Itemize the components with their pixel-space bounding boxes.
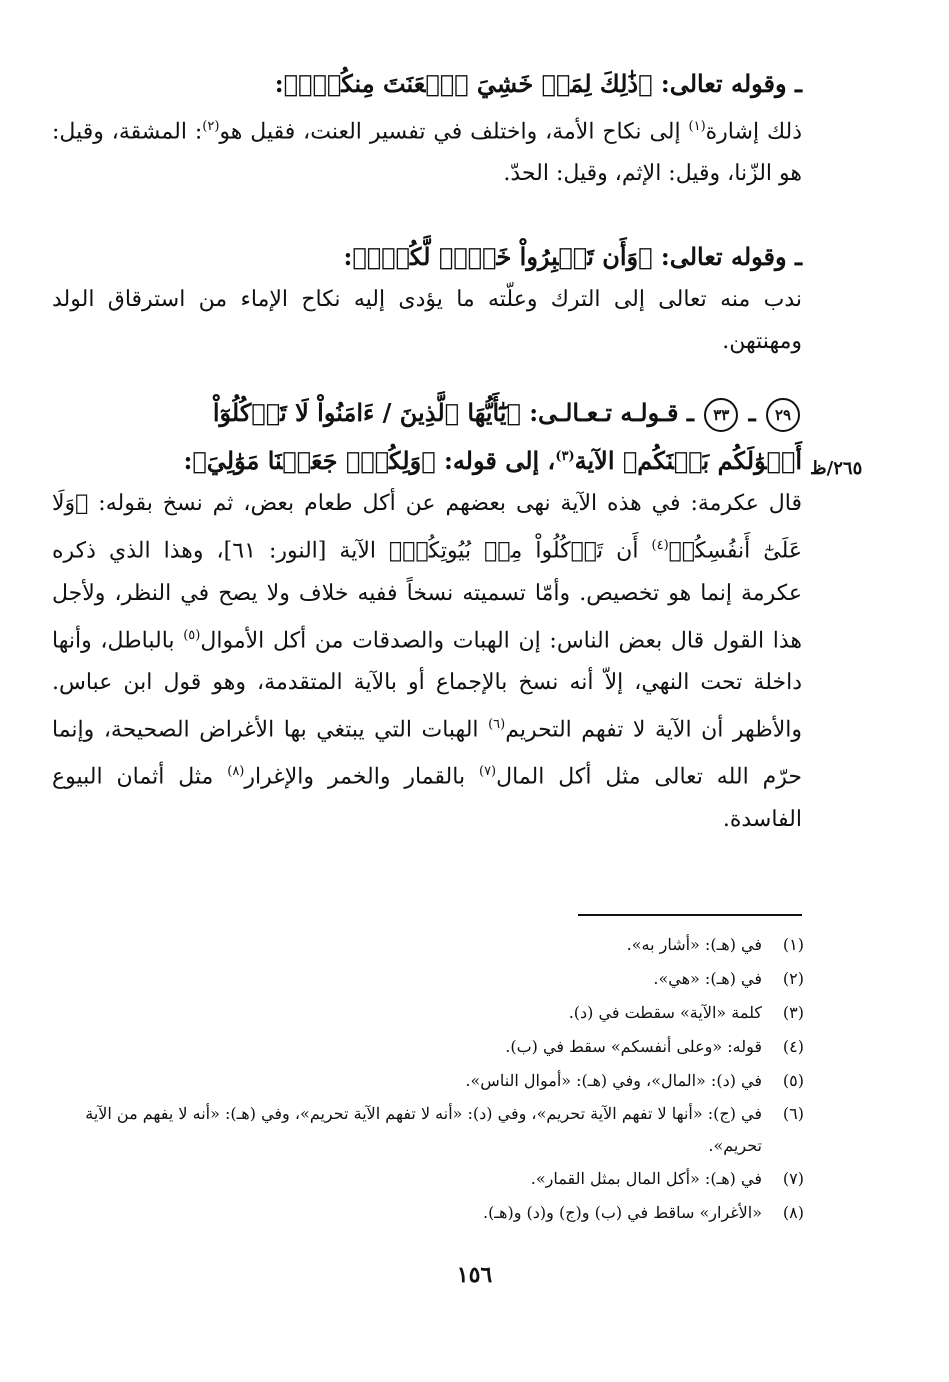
verse-heading-1: ـ وقوله تعالى: ﴿ذَٰلِكَ لِمَنۡ خَشِيَ ٱلۡعَنَتَ مِنكُمۡۚ﴾:	[274, 69, 802, 98]
footnote-text: في (هـ): «أكل المال بمثل القمار».	[530, 1169, 762, 1188]
footnote-ref-2: (٢)	[202, 119, 220, 134]
footnote-text: في (ج): «أنها لا تفهم الآية تحريم»، وفي (د): «أنه لا تفهم الآية تحريم»، وفي (هـ): «أنه لا يفهم من الآية تحريم».	[85, 1104, 762, 1155]
paragraph-3	[52, 483, 802, 840]
footnote-text: في (هـ): «هي».	[653, 969, 762, 988]
paragraph-3-part-f: مثل أثمان البيوع الفاسدة.	[52, 764, 802, 832]
footnote-item	[52, 1196, 804, 1230]
footnote-ref-4: (٤)	[651, 538, 669, 554]
footnote-item	[52, 928, 804, 962]
paragraph-3-part-e: بالقمار والخمر والإغرار	[244, 764, 479, 790]
verse-heading-3-text: ـ قـولـه تـعـالـى: ﴿يَٰٓأَيُّهَا ٱلَّذِينَ / ءَامَنُواْ لَا تَأۡكُلُوٓاْ	[212, 398, 694, 428]
footnote-list	[52, 928, 804, 1230]
footnote-item	[52, 1064, 804, 1098]
verse-heading-3-part-b: ، إلى قوله: ﴿وَلِكُلّٖ جَعَلۡنَا مَوَٰلِيَ﴾:	[183, 446, 556, 476]
footnote-ref-6: (٦)	[488, 716, 506, 732]
footnote-text: «الأغرار» ساقط في (ب) و(ج) و(د) و(هـ).	[483, 1203, 762, 1222]
footnote-number: (٥)	[782, 1071, 804, 1090]
footnote-ref-3: (٣)	[555, 449, 575, 465]
footnote-ref-1: (١)	[688, 119, 706, 134]
footnote-text: في (هـ): «أشار به».	[626, 935, 762, 954]
verse-heading-2: ـ وقوله تعالى: ﴿وَأَن تَصۡبِرُواْ خَيۡرٞ لَّكُمۡۗ﴾:	[343, 242, 802, 272]
paragraph-1	[52, 106, 802, 195]
footnote-number: (٣)	[782, 1003, 804, 1022]
footnote-number: (٢)	[782, 969, 804, 988]
paragraph-3-part-a: قال عكرمة: في هذه الآية نهى بعضهم عن أكل طعام بعض، ثم نسخ بقوله: ﴿وَلَا عَلَىٰٓ أَنفُسِكُمۡ	[52, 491, 802, 564]
paragraph-3-part-c: بالباطل، وأنها داخلة تحت النهي، إلاّ أنه نسخ بالإجماع أو بالآية المتقدمة، وهو قول ابن عباس. والأظهر أن الآية لا تفهم التحريم	[52, 627, 802, 743]
manuscript-folio-ref: ٢٦٥/ظ	[810, 458, 863, 479]
paragraph-1-part-b: إلى نكاح الأمة، واختلف في تفسير العنت، فقيل هو	[219, 119, 689, 145]
paragraph-2: ندب منه تعالى إلى الترك وعلّته ما يؤدى إليه نكاح الإماء من استرقاق الولد ومهنتهن.	[52, 287, 802, 355]
verse-number-badge: ٢٩	[766, 398, 800, 432]
footnote-text: قوله: «وعلى أنفسكم» سقط في (ب).	[505, 1037, 762, 1056]
sura-number-badge: ٣٣	[704, 398, 738, 432]
paragraph-1-part-c: : المشقة، وقيل: هو الزّنا، وقيل: الإثم، وقيل: الحدّ.	[52, 119, 802, 187]
footnote-number: (٨)	[782, 1203, 804, 1222]
footnote-number: (٦)	[782, 1104, 804, 1123]
footnote-item	[52, 1162, 804, 1196]
footnote-ref-7: (٧)	[478, 764, 497, 780]
verse-heading-3-line-1: ٢٩ ـ ٣٣ ـ قـولـه تـعـالـى: ﴿يَٰٓأَيُّهَا ٱلَّذِينَ / ءَامَنُواْ لَا تَأۡكُلُوٓاْ	[52, 391, 802, 435]
footnote-number: (٤)	[782, 1037, 804, 1056]
footnote-item	[52, 962, 804, 996]
paragraph-3-part-b: أَن تَأۡكُلُواْ مِنۢ بُيُوتِكُمۡ﴾ الآية [النور: ٦١]، وهذا الذي ذكره عكرمة إنما هو تخصيص. وأمّا تسميته نسخاً ففيه خلاف ولا يصح في النظر، ولأجل هذا القول قال بعض الناس: إن الهبات والصدقات من أكل الأموال	[52, 538, 802, 653]
verse-heading-3-part-a: أَمۡوَٰلَكُم بَيۡنَكُم﴾ الآية	[574, 446, 802, 476]
footnote-number: (٧)	[782, 1169, 804, 1188]
page-number: ١٥٦	[456, 1262, 493, 1288]
footnote-separator	[578, 914, 802, 916]
footnote-ref-8: (٨)	[227, 764, 245, 780]
footnote-ref-5: (٥)	[183, 627, 201, 643]
paragraph-3-part-d: الهبات التي يبتغي بها الأغراض الصحيحة، وإنما حرّم الله تعالى مثل أكل المال	[52, 717, 802, 790]
footnote-item	[52, 1098, 804, 1162]
footnote-item	[52, 1030, 804, 1064]
footnote-number: (١)	[782, 935, 804, 954]
verse-heading-3-line-2	[52, 435, 802, 483]
footnote-item	[52, 996, 804, 1030]
paragraph-1-part-a: ذلك إشارة	[705, 119, 803, 145]
page-body	[52, 62, 802, 841]
footnote-text: في (د): «المال»، وفي (هـ): «أموال الناس».	[465, 1071, 762, 1090]
footnote-text: كلمة «الآية» سقطت في (د).	[568, 1003, 762, 1022]
